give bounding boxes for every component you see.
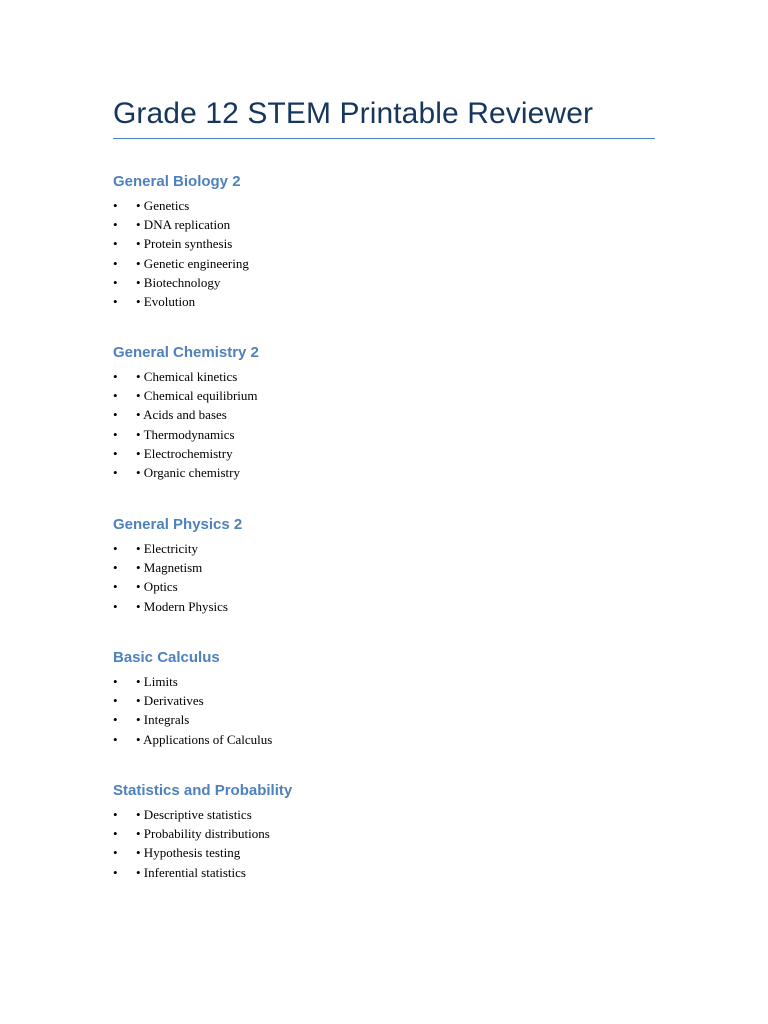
bullet-icon: • bbox=[113, 445, 118, 461]
list-item: • • Acids and bases bbox=[113, 405, 655, 424]
list-item: • • Genetics bbox=[113, 196, 655, 215]
list-item: • • Probability distributions bbox=[113, 824, 655, 843]
list-item: • • Electrochemistry bbox=[113, 444, 655, 463]
list-item: • • Chemical kinetics bbox=[113, 367, 655, 386]
bullet-icon: • bbox=[113, 598, 118, 614]
bullet-icon: • bbox=[113, 464, 118, 480]
list-item: • • Evolution bbox=[113, 292, 655, 311]
bullet-icon: • bbox=[113, 274, 118, 290]
topic-list bbox=[113, 805, 655, 882]
section-heading: General Physics 2 bbox=[113, 516, 243, 533]
list-item: • • Chemical equilibrium bbox=[113, 386, 655, 405]
list-item: • • Optics bbox=[113, 577, 655, 596]
bullet-icon: • bbox=[113, 807, 118, 822]
list-item: • • Organic chemistry bbox=[113, 463, 655, 482]
title-divider bbox=[113, 138, 655, 139]
list-item: • • Biotechnology bbox=[113, 273, 655, 292]
list-item: • • Hypothesis testing bbox=[113, 843, 655, 862]
list-item: • • Protein synthesis bbox=[113, 234, 655, 253]
bullet-icon: • bbox=[113, 369, 118, 384]
list-item: • • Integrals bbox=[113, 710, 655, 729]
bullet-icon: • bbox=[113, 560, 118, 576]
list-item: • • Applications of Calculus bbox=[113, 730, 655, 749]
bullet-icon: • bbox=[113, 674, 118, 689]
list-item: • • Derivatives bbox=[113, 691, 655, 710]
section-heading: General Biology 2 bbox=[113, 173, 241, 190]
section-heading: Basic Calculus bbox=[113, 649, 220, 666]
bullet-icon: • bbox=[113, 826, 118, 842]
list-item: • • Descriptive statistics bbox=[113, 805, 655, 824]
list-item: • • Limits bbox=[113, 672, 655, 691]
topic-list bbox=[113, 672, 655, 749]
section-statistics-and-probability bbox=[113, 781, 655, 882]
section-general-biology-2 bbox=[113, 172, 655, 311]
list-item: • • Electricity bbox=[113, 539, 655, 558]
topic-list bbox=[113, 367, 655, 482]
bullet-icon: • bbox=[113, 731, 118, 747]
bullet-icon: • bbox=[113, 388, 118, 404]
topic-list bbox=[113, 539, 655, 616]
bullet-icon: • bbox=[113, 236, 118, 252]
bullet-icon: • bbox=[113, 579, 118, 595]
bullet-icon: • bbox=[113, 407, 118, 423]
bullet-icon: • bbox=[113, 217, 118, 233]
section-heading: General Chemistry 2 bbox=[113, 344, 259, 361]
bullet-icon: • bbox=[113, 426, 118, 442]
list-item: • • DNA replication bbox=[113, 215, 655, 234]
list-item: • • Modern Physics bbox=[113, 597, 655, 616]
bullet-icon: • bbox=[113, 693, 118, 709]
list-item: • • Inferential statistics bbox=[113, 863, 655, 882]
list-item: • • Magnetism bbox=[113, 558, 655, 577]
section-general-chemistry-2 bbox=[113, 343, 655, 482]
topic-list bbox=[113, 196, 655, 311]
section-heading: Statistics and Probability bbox=[113, 782, 293, 799]
page-title: Grade 12 STEM Printable Reviewer bbox=[113, 97, 594, 130]
section-general-physics-2 bbox=[113, 515, 655, 616]
bullet-icon: • bbox=[113, 845, 118, 861]
bullet-icon: • bbox=[113, 541, 118, 556]
document-page bbox=[113, 0, 655, 880]
section-basic-calculus bbox=[113, 648, 655, 749]
bullet-icon: • bbox=[113, 293, 118, 309]
bullet-icon: • bbox=[113, 198, 118, 213]
list-item: • • Thermodynamics bbox=[113, 425, 655, 444]
bullet-icon: • bbox=[113, 864, 118, 880]
list-item: • • Genetic engineering bbox=[113, 254, 655, 273]
bullet-icon: • bbox=[113, 712, 118, 728]
bullet-icon: • bbox=[113, 255, 118, 271]
